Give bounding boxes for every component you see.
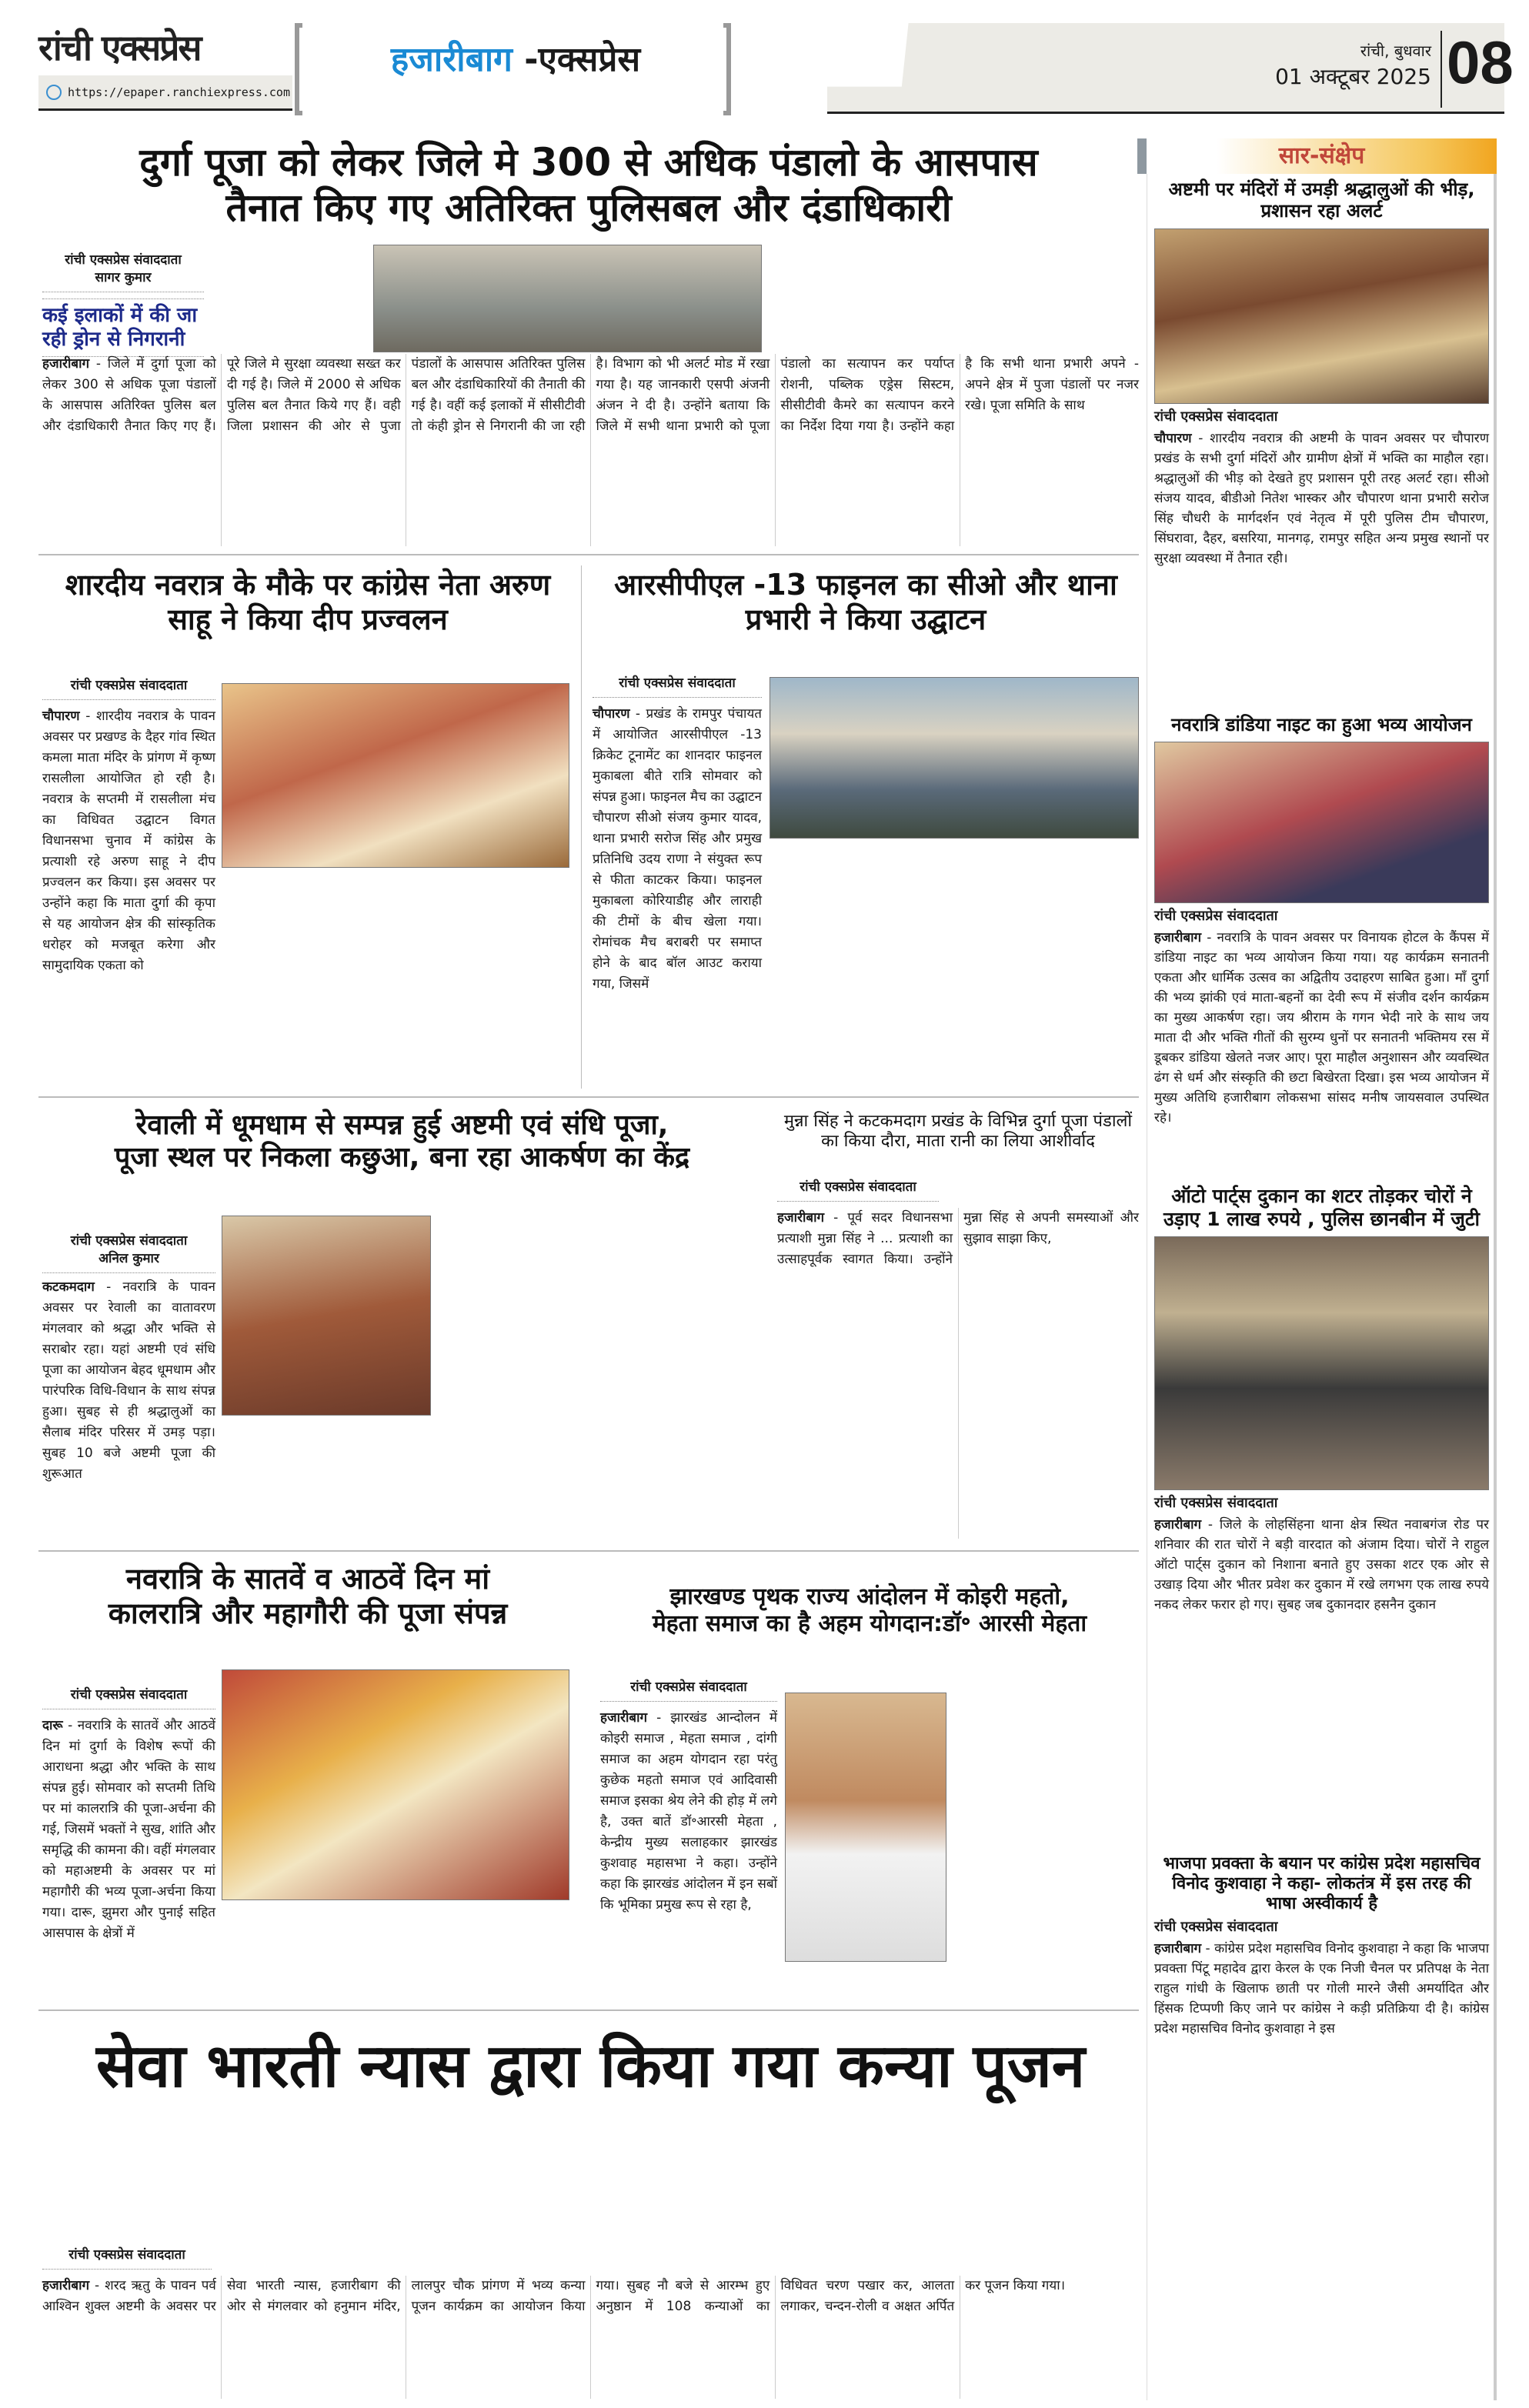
jharkhand-headline-line-2: मेहता समाज का है अहम योगदान:डॉ॰ आरसी मेहता — [652, 1610, 1087, 1638]
issue-date: 01 अक्टूबर 2025 — [1275, 64, 1431, 89]
seva-body-text: - शरद ऋतु के पावन पर्व आश्विन शुक्ल अष्टमी के अवसर पर सेवा भारती न्यास, हजारीबाग की ओर से मंगलवार को हनुमान मंदिर, लालपुर चौक प्रांगण में भव्य कन्या पूजन कार्यक्रम का आयोजन किया गया। सुबह नौ बजे से आरम्भ हुए अनुष्ठान में 108 कन्याओं का विधिवत चरण पखार कर, आलता लगाकर, चन्दन-रोली व अक्षत अर्पित कर पूजन किया गया। — [42, 2278, 1066, 2314]
s1-byline: रांची एक्सप्रेस संवाददाता — [1154, 408, 1278, 425]
divider — [581, 565, 582, 1089]
s3-body — [1154, 1515, 1489, 1615]
jharkhand-byline: रांची एक्सप्रेस संवाददाता — [600, 1677, 777, 1702]
congress-byline-box — [42, 675, 215, 706]
dateline: हजारीबाग — [1154, 1517, 1202, 1533]
munna-body — [777, 1208, 1139, 1539]
munna-headline: मुन्ना सिंह ने कटकमदाग प्रखंड के विभिन्न दुर्गा पूजा पंडालों का किया दौरा, माता रानी का लिया आशीर्वाद — [783, 1112, 1133, 1151]
jharkhand-byline-box — [600, 1677, 777, 1708]
bracket-left — [295, 23, 302, 115]
s4-body — [1154, 1939, 1489, 2039]
congress-body-text: - शारदीय नवरात्र के पावन अवसर पर प्रखण्ड के दैहर गांव स्थित कमला माता मंदिर के प्रांगण में कृष्ण रासलीला आयोजित हो रही है। नवरात्र के सप्तमी में रासलीला मंच का विधिवत उद्घाटन विगत विधानसभा चुनाव में कांग्रेस के प्रत्याशी रहे अरुण साहू ने दीप प्रज्वलन कर किया। इस अवसर पर उन्होंने कहा कि माता दुर्गा की कृपा से यह आयोजन क्षेत्र की सांस्कृतिक धरोहर को मजबूत करेगा और सामुदायिक एकता को — [42, 709, 215, 973]
cricket-final-photo — [770, 677, 1139, 839]
navratri-byline: रांची एक्सप्रेस संवाददाता — [42, 1685, 215, 1709]
navratri-headline — [42, 1562, 573, 1631]
s4-headline: भाजपा प्रवक्ता के बयान पर कांग्रेस प्रदेश महासचिव विनोद कुशवाहा ने कहा- लोकतंत्र में इस तरह की भाषा अस्वीकार्य है — [1163, 1854, 1481, 1913]
newspaper-logo: रांची एक्सप्रेस — [38, 27, 201, 68]
congress-byline: रांची एक्सप्रेस संवाददाता — [42, 675, 215, 700]
congress-body — [42, 706, 215, 1076]
lead-headline — [38, 140, 1139, 231]
saar-sankshep-label: सार-संक्षेप — [1147, 138, 1497, 174]
navratri-body-text: - नवरात्रि के सातवें और आठवें दिन मां दुर्गा के विशेष रूपों की आराधना श्रद्धा और भक्ति के साथ संपन्न हुई। सोमवार को सप्तमी तिथि पर मां कालरात्रि की पूजा-अर्चना की गई, जिसमें भक्तों ने सुख, शांति और समृद्धि की कामना की। वहीं मंगलवार को महाअष्टमी के अवसर पर मां महागौरी की भव्य पूजा-अर्चना किया गया। दारू, झुमरा और पुनाई सहित आसपास के क्षेत्रों में — [42, 1718, 215, 1941]
s2-body — [1154, 928, 1489, 1128]
rcpl-byline: रांची एक्सप्रेस संवाददाता — [593, 673, 762, 698]
epaper-url[interactable]: https://epaper.ranchiexpress.com — [68, 85, 290, 99]
s4-byline: रांची एक्सप्रेस संवाददाता — [1154, 1918, 1278, 1935]
dandiya-night-photo — [1154, 742, 1489, 903]
revali-headline — [42, 1109, 762, 1175]
jharkhand-body-text: - झारखंड आन्दोलन में कोइरी समाज , मेहता समाज , दांगी समाज का अहम योगदान रहा परंतु कुछेक महतो समाज एवं आदिवासी समाज इसका श्रेय लेने की होड़ में लगे है, उक्त बातें डॉ॰आरसी मेहता , केन्द्रीय मुख्य सलाहकार झारखंड कुशवाह महासभा ने कहा। उन्होंने कहा कि झारखंड आंदोलन में इन सबों कि भूमिका प्रमुख रूप से रहा है, — [600, 1710, 777, 1913]
sidebar-story-3 — [1154, 1185, 1489, 1615]
s2-headline: नवरात्रि डांडिया नाइट का हुआ भव्य आयोजन — [1171, 714, 1472, 735]
navratri-headline-line-1: नवरात्रि के सातवें व आठवें दिन मां — [125, 1562, 490, 1596]
s3-headline: ऑटो पार्ट्स दुकान का शटर तोड़कर चोरों ने उड़ाए 1 लाख रुपये , पुलिस छानबीन में जुटी — [1163, 1185, 1481, 1230]
rcpl-body-text: - प्रखंड के रामपुर पंचायत में आयोजित आरसीपीएल -13 क्रिकेट टूनामेंट का शानदार फाइनल मुकाबला बीते रात्रि सोमवार को संपन्न हुआ। फाइनल मैच का उद्घाटन चौपारण सीओ संजय कुमार यादव, थाना प्रभारी सरोज सिंह और प्रमुख प्रतिनिधि उदय राणा ने संयुक्त रूप से फीता काटकर किया। फाइनल मुकाबला कोरियाडीह और लाराही की टीमों के बीच खेला गया। रोमांचक मैच बराबरी पर समाप्त होने के बाद बॉल आउट कराया गया, जिसमें — [593, 706, 762, 992]
lead-body — [42, 354, 1139, 546]
seva-body — [42, 2276, 1139, 2399]
sidebar-story-4 — [1154, 1854, 1489, 2039]
dateline: चौपारण — [42, 709, 80, 724]
section-title-brand: -एक्सप्रेस — [524, 40, 641, 79]
rc-mehta-portrait — [785, 1693, 946, 1962]
web-icon — [46, 85, 62, 100]
revali-headline-line-1: रेवाली में धूमधाम से सम्पन्न हुई अष्टमी एवं संधि पूजा, — [135, 1109, 669, 1141]
byline-agency: रांची एक्सप्रेस संवाददाता — [70, 1233, 188, 1249]
dateline: चौपारण — [1154, 430, 1192, 446]
s1-body — [1154, 429, 1489, 569]
divider — [38, 1550, 1139, 1552]
s3-body-text: - जिले के लोहसिंहना थाना क्षेत्र स्थित नवाबगंज रोड पर शनिवार की रात चोरों ने बड़ी वारदात को अंजाम दिया। चोरों ने राहुल ऑटो पार्ट्स दुकान को निशाना बनाते हुए उसका शटर एक ओर से उखाड़ दिया और भीतर प्रवेश कर दुकान में रखे लगभग एक लाख रुपये नकद लेकर फरार हो गए। सुबह जब दुकानदार हसनैन दुकान — [1154, 1517, 1489, 1613]
lead-headline-line-1: दुर्गा पूजा को लेकर जिले मे 300 से अधिक पंडालो के आसपास — [139, 140, 1038, 185]
navratri-headline-line-2: कालरात्रि और महागौरी की पूजा संपन्न — [108, 1596, 508, 1630]
lead-article-col1 — [42, 250, 204, 363]
police-march-photo — [373, 245, 762, 352]
dateline: हजारीबाग — [600, 1710, 648, 1726]
section-title-city: हजारीबाग — [390, 40, 512, 79]
jharkhand-headline-line-1: झारखण्ड पृथक राज्य आंदोलन में कोइरी महतो, — [669, 1583, 1070, 1610]
munna-body-text: - पूर्व सदर विधानसभा प्रत्याशी मुन्ना सिंह ने ... प्रत्याशी का उत्साहपूर्वक स्वागत किया। उन्होंने मुन्ना सिंह से अपनी समस्याओं और सुझाव साझा किए, — [777, 1210, 1139, 1267]
auto-parts-shop-photo — [1154, 1236, 1489, 1490]
lead-subhead: कई इलाकों में की जा रही ड्रोन से निगरानी — [42, 298, 204, 357]
s2-byline: रांची एक्सप्रेस संवाददाता — [1154, 908, 1278, 925]
dateline: हजारीबाग — [1154, 1940, 1202, 1956]
s2-body-text: - नवरात्रि के पावन अवसर पर विनायक होटल के कैंपस में डांडिया नाइट का भव्य आयोजन किया गया। यह कार्यक्रम सनातनी एकता और धार्मिक उत्सव का अद्वितीय उदाहरण साबित हुआ। माँ दुर्गा की भव्य झांकी एवं माता-बहनों का देवी रूप में संजीव दर्शन कार्यक्रम का मुख्य आकर्षण रहा। जय श्रीराम के गगन भेदी नारे के साथ जय माता दी और भक्ति गीतों की सुरम्य धुनों पर सनातनी भक्तिमय रस में डूबकर डांडिया खेलते नजर आए। पूरा माहौल अनुशासन और व्यवस्थित ढंग से धर्म और संस्कृति की छटा बिखेरता दिखा। इस भव्य आयोजन में मुख्य अतिथि हजारीबाग लोकसभा सांसद मनीष जायसवाल उपस्थित रहे। — [1154, 930, 1489, 1126]
dateline: कटकमदाग — [42, 1279, 95, 1295]
s1-body-text: - शारदीय नवरात्र की अष्टमी के पावन अवसर पर चौपारण प्रखंड के सभी दुर्गा मंदिरों और ग्रामीण क्षेत्रों में भक्ति का माहौल रहा। श्रद्धालुओं की भीड़ को देखते हुए प्रशासन पूरी तरह अलर्ट रहा। सीओ संजय यादव, बीडीओ नितेश भास्कर और चौपारण थाना प्रभारी सरोज सिंह चौधरी के मार्गदर्शन एवं नेतृत्व में पूरी पुलिस टीम चौपारण, सिंघरावा, दैहर, बसरिया, मानगढ़, रामपुर सहित अन्य प्रमुख स्थानों पर सुरक्षा व्यवस्था में तैनात रही। — [1154, 430, 1489, 566]
navratri-body — [42, 1716, 215, 2000]
divider — [38, 554, 1139, 555]
dateline: हजारीबाग — [42, 2278, 90, 2293]
dateline: चौपारण — [593, 706, 630, 722]
divider — [38, 2009, 1139, 2011]
revali-byline-box — [42, 1231, 215, 1279]
durga-idol-photo — [222, 1669, 569, 1900]
s3-byline: रांची एक्सप्रेस संवाददाता — [1154, 1495, 1278, 1511]
revali-body — [42, 1277, 215, 1539]
sidebar-story-1 — [1154, 178, 1489, 569]
epaper-url-bar — [38, 75, 292, 111]
divider — [1441, 31, 1442, 108]
byline-author: अनिल कुमार — [98, 1251, 159, 1266]
congress-event-photo — [222, 683, 569, 868]
ashtami-puja-photo — [222, 1216, 431, 1416]
revali-headline-line-2: पूजा स्थल पर निकला कछुआ, बना रहा आकर्षण का केंद्र — [114, 1142, 690, 1174]
bracket-right — [723, 23, 731, 115]
munna-byline-box — [777, 1177, 939, 1208]
divider — [38, 1096, 1139, 1098]
rcpl-headline: आरसीपीएल -13 फाइनल का सीओ और थाना प्रभारी ने किया उद्घाटन — [614, 568, 1117, 636]
lead-byline — [42, 250, 204, 292]
s4-body-text: - कांग्रेस प्रदेश महासचिव विनोद कुशवाहा ने कहा कि भाजपा प्रवक्ता पिंटू महादेव द्वारा केरल के एक निजी चैनल पर प्रतिपक्ष के नेता राहुल गांधी के खिलाफ छाती पर गोली मारने जैसी अमर्यादित और हिंसक टिप्पणी किए जाने पर कांग्रेस ने कड़ी प्रतिक्रिया दी है। कांग्रेस प्रदेश महासचिव विनोद कुशवाहा ने इस — [1154, 1940, 1489, 2036]
jharkhand-headline — [600, 1583, 1139, 1638]
seva-byline-box — [42, 2245, 212, 2276]
revali-body-text: - नवरात्रि के पावन अवसर पर रेवाली का वातावरण मंगलवार को श्रद्धा और भक्ति से सराबोर रहा। यहां अष्टमी एवं संधि पूजा का आयोजन बेहद धूमधाम और पारंपरिक विधि-विधान के साथ संपन्न हुआ। सुबह से ही श्रद्धालुओं का सैलाब मंदिर परिसर में उमड़ पड़ा। सुबह 10 बजे अष्टमी पूजा की शुरूआत — [42, 1279, 215, 1482]
dateline: दारू — [42, 1718, 63, 1733]
dateline: हजारीबाग — [1154, 930, 1202, 946]
rcpl-body — [593, 704, 762, 1073]
lead-body-text: - जिले में दुर्गा पूजा को लेकर 300 से अधिक पूजा पंडालों के आसपास अतिरिक्त पुलिस बल और दंडाधिकारी तैनात किए गए हैं। पूरे जिले मे सुरक्षा व्यवस्था सख्त कर दी गई है। जिले में 2000 से अधिक पुलिस बल तैनात किये गए हैं। वही जिला प्रशासन की ओर से पुजा पंडालों के आसपास अतिरिक्त पुलिस बल और दंडाधिकारियों की तैनाती की गई है। वहीं कई इलाकों में सीसीटीवी तो कंही ड्रोन से निगरानी की जा रही है। विभाग को भी अलर्ट मोड में रखा गया है। यह जानकारी एसपी अंजनी अंजन ने दी है। उन्होंने बताया कि जिले में सभी थाना प्रभारी को पूजा पंडालो का सत्यापन कर पर्याप्त रोशनी, पब्लिक एड्रेस सिस्टम, सीसीटीवी कैमरे का सत्यापन करने का निर्देश दिया गया है। उन्होंने कहा है कि सभी थाना प्रभारी अपने - अपने क्षेत्र में पुजा पंडालों पर नजर रखे। पूजा समिति के साथ — [42, 356, 1139, 434]
navratri-byline-box — [42, 1685, 215, 1716]
temple-crowd-photo — [1154, 228, 1489, 404]
jharkhand-body — [600, 1708, 777, 2000]
byline-agency: रांची एक्सप्रेस संवाददाता — [65, 252, 182, 268]
sidebar-story-2 — [1154, 714, 1489, 1128]
byline-author: सागर कुमार — [95, 270, 152, 285]
munna-byline: रांची एक्सप्रेस संवाददाता — [777, 1177, 939, 1202]
dateline: हजारीबाग — [42, 356, 90, 372]
seva-headline: सेवा भारती न्यास द्वारा किया गया कन्या पूजन — [95, 2032, 1086, 2101]
congress-headline: शारदीय नवरात्र के मौके पर कांग्रेस नेता अरुण साहू ने किया दीप प्रज्वलन — [65, 568, 551, 636]
city-day: रांची, बुधवार — [1360, 42, 1431, 60]
section-title — [308, 35, 723, 81]
page-number: 08 — [1447, 28, 1514, 96]
s1-headline: अष्टमी पर मंदिरों में उमड़ी श्रद्धालुओं की भीड़, प्रशासन रहा अलर्ट — [1168, 178, 1475, 222]
seva-byline: रांची एक्सप्रेस संवाददाता — [42, 2245, 212, 2270]
rcpl-byline-box — [593, 673, 762, 704]
dateline: हजारीबाग — [777, 1210, 825, 1226]
revali-byline — [42, 1231, 215, 1273]
lead-headline-line-2: तैनात किए गए अतिरिक्त पुलिसबल और दंडाधिकारी — [225, 185, 952, 230]
